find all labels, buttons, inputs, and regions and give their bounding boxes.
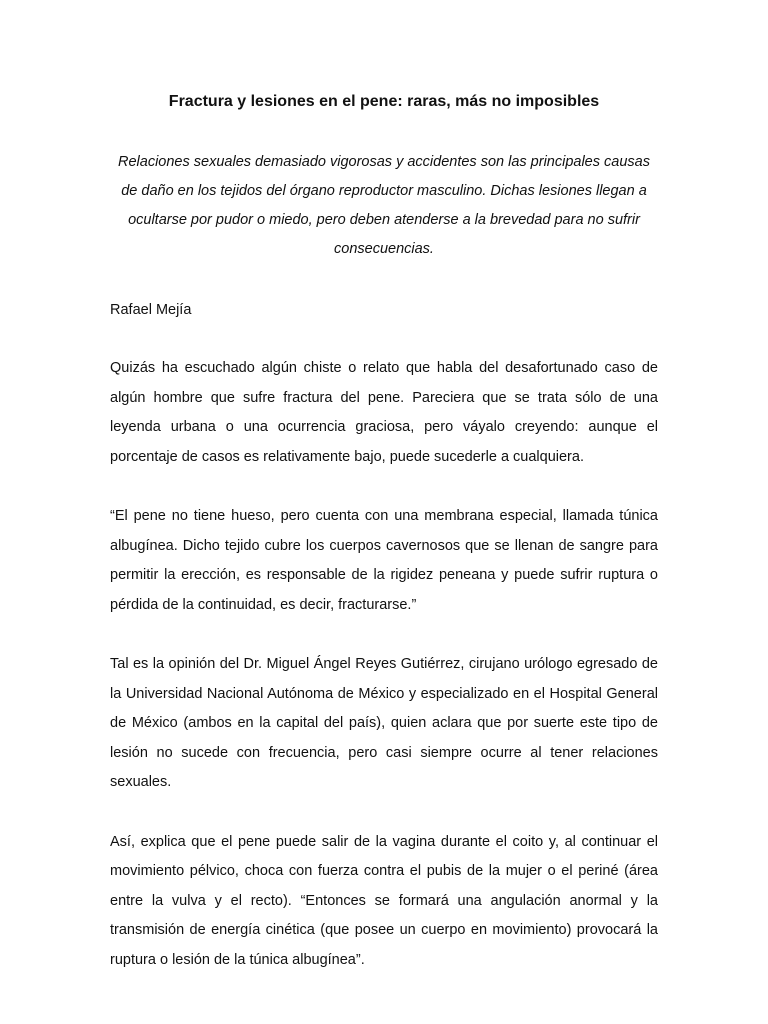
article-paragraph: “El pene no tiene hueso, pero cuenta con una membrana especial, llamada túnica albugínea. Dicho tejido cubre los cuerpos cavernosos que se llenan de sangre para permitir la erección, es responsable de la rigidez peneana y puede sufrir ruptura o pérdida de la continuidad, es decir, fracturarse.”: [110, 508, 658, 613]
article-lead: Relaciones sexuales demasiado vigorosas y accidentes son las principales causas de daño en los tejidos del órgano reproductor masculino. Dichas lesiones llegan a ocultarse por pudor o miedo, pero deben atenderse a la brevedad para no sufrir consecuencias.: [118, 154, 650, 257]
article-title: Fractura y lesiones en el pene: raras, más no imposibles: [168, 93, 600, 110]
article-author: Rafael Mejía: [110, 302, 192, 318]
article-paragraph: Quizás ha escuchado algún chiste o relato que habla del desafortunado caso de algún hombre que sufre fractura del pene. Pareciera que se trata sólo de una leyenda urbana o una ocurrencia graciosa, pero váyalo creyendo: aunque el porcentaje de casos es relativamente bajo, puede sucederle a cualquiera.: [110, 360, 658, 465]
article-paragraph: Así, explica que el pene puede salir de la vagina durante el coito y, al continuar el movimiento pélvico, choca con fuerza contra el pubis de la mujer o el periné (área entre la vulva y el recto). “Entonces se formará una angulación anormal y la transmisión de energía cinética (que posee un cuerpo en movimiento) provocará la ruptura o lesión de la túnica albugínea”.: [110, 833, 658, 968]
article-paragraph: Tal es la opinión del Dr. Miguel Ángel Reyes Gutiérrez, cirujano urólogo egresado de la Universidad Nacional Autónoma de México y especializado en el Hospital General de México (ambos en la capital del país), quien aclara que por suerte este tipo de lesión no sucede con frecuencia, pero casi siempre ocurre al tener relaciones sexuales.: [110, 656, 658, 790]
